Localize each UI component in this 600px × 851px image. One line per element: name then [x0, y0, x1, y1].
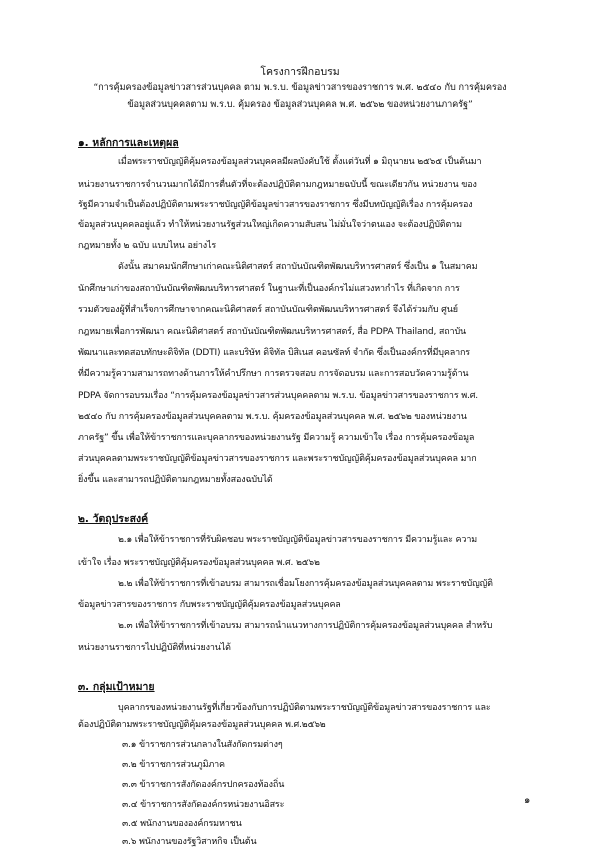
section-2-line: เข้าใจ เรื่อง พระราชบัญญัติคุ้มครองข้อมูลส่วนบุคคล พ.ศ. ๒๕๖๒: [78, 558, 320, 568]
list-item: ๓.๒ ข้าราชการส่วนภูมิภาค: [122, 760, 225, 770]
section-1-heading: ๑. หลักการและเหตุผล: [78, 137, 179, 149]
document-subtitle-line-1: “การคุ้มครองข้อมูลข่าวสารส่วนบุคคล ตาม พ.ร.บ. ข้อมูลข่าวสารของราชการ พ.ศ. ๒๕๔๐ กับ การคุ้มครอง: [93, 82, 507, 93]
section-1-line: ภาครัฐ” ขึ้น เพื่อให้ข้าราชการและบุคลากรของหน่วยงานรัฐ มีความรู้ ความเข้าใจ เรื่อง การคุ้มครองข้อมูล: [78, 433, 475, 443]
list-item: ๓.๔ ข้าราชการสังกัดองค์กรหน่วยงานอิสระ: [122, 800, 285, 810]
page-number: ๑: [524, 795, 531, 806]
document-title: โครงการฝึกอบรม: [260, 66, 340, 78]
section-2-line: ๒.๒ เพื่อให้ข้าราชการที่เข้าอบรม สามารถเชื่อมโยงการคุ้มครองข้อมูลส่วนบุคคลตาม พระราชบัญญัติ: [118, 579, 493, 589]
section-1-line: เมื่อพระราชบัญญัติคุ้มครองข้อมูลส่วนบุคคลมีผลบังคับใช้ ตั้งแต่วันที่ ๑ มิถุนายน ๒๕๖๕ เป็นต้นมา: [118, 157, 482, 167]
section-1-line: กฎหมายทั้ง ๒ ฉบับ แบบไหน อย่างไร: [78, 241, 217, 251]
section-2-line: ๒.๑ เพื่อให้ข้าราชการที่รับผิดชอบ พระราชบัญญัติข้อมูลข่าวสารของราชการ มีความรู้และ ความ: [118, 535, 478, 545]
section-1-line: พัฒนาและทดสอบทักษะดิจิทัล (DDTI) และบริษัท ดิจิทัล บิสิเนส คอนซัลท์ จำกัด ซึ่งเป็นองค์กรที่มีบุคลากร: [78, 348, 470, 358]
section-3-line: บุคลากรของหน่วยงานรัฐที่เกี่ยวข้องกับการปฏิบัติตามพระราชบัญญัติข้อมูลข่าวสารของราชการ และ: [118, 703, 491, 713]
section-3-heading: ๓. กลุ่มเป้าหมาย: [78, 681, 155, 693]
section-1-line: รัฐมีความจำเป็นต้องปฏิบัติตามพระราชบัญญัติข้อมูลข่าวสารของราชการ ซึ่งมีบทบัญญัติเรื่อง การคุ้มครอง: [78, 200, 473, 210]
section-2-heading: ๒. วัตถุประสงค์: [78, 513, 149, 525]
list-item: ๓.๕ พนักงานขององค์กรมหาชน: [122, 819, 242, 829]
section-1-line: รวมตัวของผู้ที่สำเร็จการศึกษาจากคณะนิติศาสตร์ สถาบันบัณฑิตพัฒนบริหารศาสตร์ จึงได้ร่วมกับ ศูนย์: [78, 305, 458, 315]
section-2-line: หน่วยงานราชการไปปฏิบัติที่หน่วยงานได้: [78, 643, 231, 653]
section-3-line: ต้องปฏิบัติตามพระราชบัญญัติคุ้มครองข้อมูลส่วนบุคคล พ.ศ.๒๕๖๒: [78, 720, 326, 730]
list-item: ๓.๑ ข้าราชการส่วนกลางในสังกัดกรมต่างๆ: [122, 740, 283, 750]
section-1-line: ที่มีความรู้ความสามารถทางด้านการให้คำปรึกษา การตรวจสอบ การจัดอบรม และการสอบวัดความรู้ด้าน: [78, 369, 469, 379]
section-1-line: ยิ่งขึ้น และสามารถปฏิบัติตามกฎหมายทั้งสองฉบับได้: [78, 475, 273, 485]
section-1-line: PDPA จัดการอบรมเรื่อง “การคุ้มครองข้อมูลข่าวสารส่วนบุคคลตาม พ.ร.บ. ข้อมูลข่าวสารของราชการ พ.ศ.: [78, 391, 478, 401]
section-1-line: นักศึกษาเก่าของสถาบันบัณฑิตพัฒนบริหารศาสตร์ ในฐานะที่เป็นองค์กรไม่แสวงหากำไร ที่เกิดจาก การ: [78, 284, 460, 294]
section-1-line: ๒๕๔๐ กับ การคุ้มครองข้อมูลส่วนบุคคลตาม พ.ร.บ. คุ้มครองข้อมูลส่วนบุคคล พ.ศ. ๒๕๖๒ ของหน่วยงาน: [78, 412, 467, 422]
list-item: ๓.๖ พนักงานของรัฐวิสาหกิจ เป็นต้น: [122, 837, 257, 847]
section-1-line: กฎหมายเพื่อการพัฒนา คณะนิติศาสตร์ สถาบันบัณฑิตพัฒนบริหารศาสตร์, สื่อ PDPA Thailand, สถาบัน: [78, 327, 467, 337]
section-1-line: ส่วนบุคคลตามพระราชบัญญัติข้อมูลข่าวสารของราชการ และพระราชบัญญัติคุ้มครองข้อมูลส่วนบุคคล มาก: [78, 454, 477, 464]
section-1-line: ข้อมูลส่วนบุคคลอยู่แล้ว ทำให้หน่วยงานรัฐส่วนใหญ่เกิดความสับสน ไม่มั่นใจว่าตนเอง จะต้องปฏิบัติตาม: [78, 220, 462, 230]
section-1-line: ดังนั้น สมาคมนักศึกษาเก่าคณะนิติศาสตร์ สถาบันบัณฑิตพัฒนบริหารศาสตร์ ซึ่งเป็น ๑ ในสมาคม: [118, 262, 478, 272]
document-subtitle-line-2: ข้อมูลส่วนบุคคลตาม พ.ร.บ. คุ้มครอง ข้อมูลส่วนบุคคล พ.ศ. ๒๕๖๒ ของหน่วยงานภาครัฐ”: [127, 99, 473, 110]
list-item: ๓.๓ ข้าราชการสังกัดองค์กรปกครองท้องถิ่น: [122, 780, 285, 790]
section-2-line: ข้อมูลข่าวสารของราชการ กับพระราชบัญญัติคุ้มครองข้อมูลส่วนบุคคล: [78, 600, 341, 610]
section-1-line: หน่วยงานราชการจำนวนมากได้มีการตื่นตัวที่จะต้องปฏิบัติตามกฎหมายฉบับนี้ ขณะเดียวกัน หน่วยงาน ของ: [78, 180, 477, 190]
section-2-line: ๒.๓ เพื่อให้ข้าราชการที่เข้าอบรม สามารถนำแนวทางการปฏิบัติการคุ้มครองข้อมูลส่วนบุคคล สำหรับ: [118, 621, 493, 631]
